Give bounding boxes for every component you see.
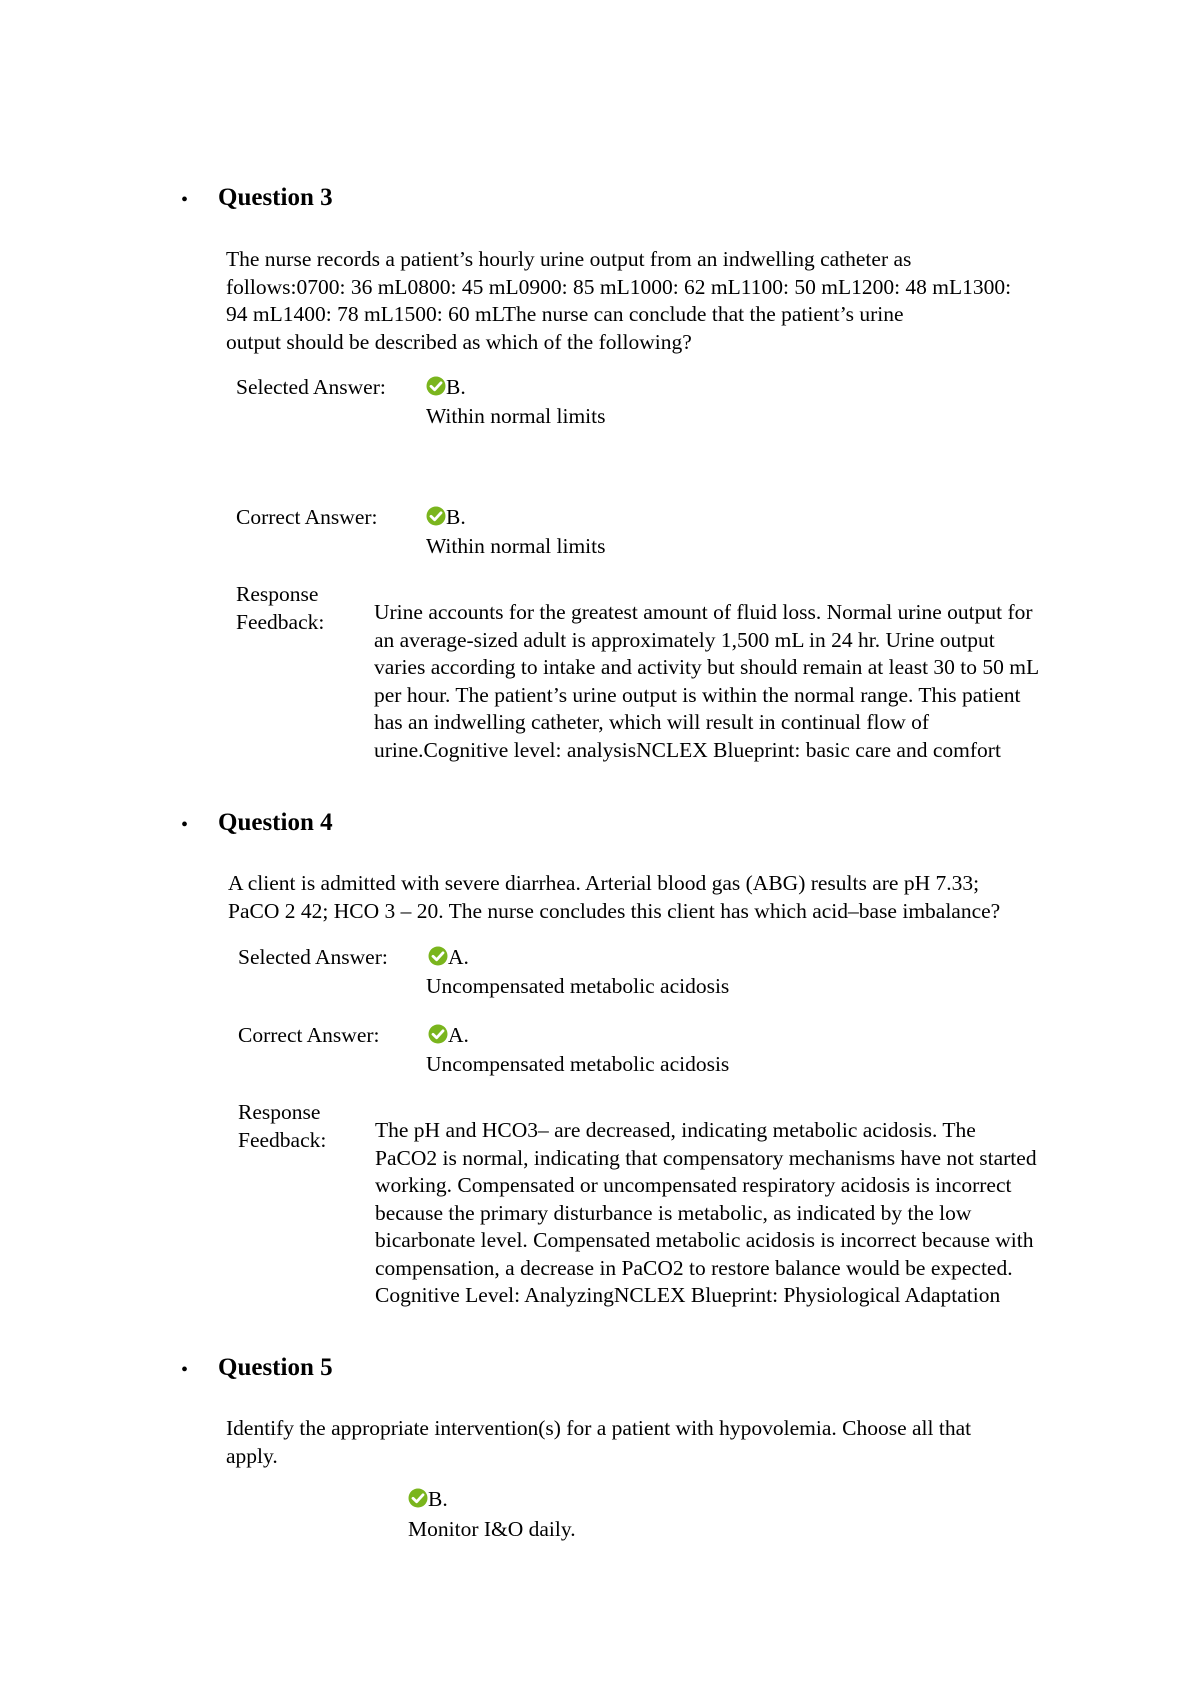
feedback-line: compensation, a decrease in PaCO2 to restore balance would be expected. bbox=[375, 1255, 1013, 1280]
correct-answer-label: Correct Answer: bbox=[238, 1023, 380, 1047]
check-circle-icon bbox=[426, 506, 446, 526]
feedback-line: Cognitive Level: AnalyzingNCLEX Blueprint: Physiological Adaptation bbox=[375, 1283, 1001, 1307]
bullet-dot: • bbox=[181, 1359, 189, 1381]
selected-answer bbox=[428, 944, 469, 972]
selected-answer-text: Within normal limits bbox=[426, 404, 606, 428]
response-feedback-text bbox=[375, 1117, 1037, 1310]
question-title: Question 3 bbox=[218, 184, 333, 211]
feedback-line: The pH and HCO3– are decreased, indicating metabolic acidosis. The bbox=[375, 1118, 976, 1142]
feedback-line: PaCO2 is normal, indicating that compensatory mechanisms have not started bbox=[375, 1145, 1037, 1170]
text-line: A client is admitted with severe diarrhea. Arterial blood gas (ABG) results are pH 7.33; bbox=[228, 871, 980, 895]
feedback-label-line: Response bbox=[238, 1100, 321, 1124]
response-feedback-text bbox=[374, 599, 1039, 764]
answer-option-text: Monitor I&O daily. bbox=[408, 1517, 576, 1541]
text-line: The nurse records a patient’s hourly urine output from an indwelling catheter as bbox=[226, 247, 912, 271]
correct-answer bbox=[428, 1022, 469, 1050]
answer-letter: B. bbox=[428, 1487, 448, 1511]
selected-answer-label: Selected Answer: bbox=[238, 945, 388, 969]
text-line: apply. bbox=[226, 1443, 278, 1468]
response-feedback-label bbox=[238, 1099, 326, 1154]
bullet-dot: • bbox=[181, 814, 189, 836]
check-circle-icon bbox=[426, 376, 446, 396]
answer-letter: B. bbox=[446, 375, 466, 399]
text-line: follows:0700: 36 mL0800: 45 mL0900: 85 mL1000: 62 mL1100: 50 mL1200: 48 mL1300: bbox=[226, 274, 1012, 299]
question-title: Question 4 bbox=[218, 809, 333, 836]
answer-option bbox=[408, 1486, 448, 1514]
correct-answer bbox=[426, 504, 466, 532]
question-text bbox=[226, 246, 1011, 356]
feedback-line: has an indwelling catheter, which will result in continual flow of bbox=[374, 710, 930, 734]
text-line: PaCO 2 42; HCO 3 – 20. The nurse concludes this client has which acid–base imbalance? bbox=[228, 898, 1001, 923]
selected-answer bbox=[426, 374, 466, 402]
correct-answer-text: Uncompensated metabolic acidosis bbox=[426, 1052, 730, 1076]
question-title: Question 5 bbox=[218, 1354, 333, 1381]
answer-letter: B. bbox=[446, 505, 466, 529]
bullet-dot: • bbox=[181, 189, 189, 211]
text-line: output should be described as which of the following? bbox=[226, 329, 692, 354]
text-line: 94 mL1400: 78 mL1500: 60 mLThe nurse can conclude that the patient’s urine bbox=[226, 302, 904, 326]
feedback-line: an average-sized adult is approximately 1,500 mL in 24 hr. Urine output bbox=[374, 627, 995, 652]
feedback-label-line: Feedback: bbox=[238, 1127, 327, 1152]
correct-answer-text: Within normal limits bbox=[426, 534, 606, 558]
feedback-line: because the primary disturbance is metabolic, as indicated by the low bbox=[375, 1200, 972, 1225]
response-feedback-label bbox=[236, 581, 324, 636]
check-circle-icon bbox=[428, 946, 448, 966]
feedback-line: Urine accounts for the greatest amount of fluid loss. Normal urine output for bbox=[374, 600, 1033, 624]
feedback-line: bicarbonate level. Compensated metabolic acidosis is incorrect because with bbox=[375, 1228, 1034, 1252]
question-text bbox=[228, 870, 1000, 925]
check-circle-icon bbox=[408, 1488, 428, 1508]
feedback-label-line: Feedback: bbox=[236, 609, 325, 634]
question-text bbox=[226, 1415, 971, 1470]
feedback-line: working. Compensated or uncompensated respiratory acidosis is incorrect bbox=[375, 1173, 1012, 1197]
feedback-line: varies according to intake and activity but should remain at least 30 to 50 mL bbox=[374, 655, 1040, 679]
text-line: Identify the appropriate intervention(s) for a patient with hypovolemia. Choose all that bbox=[226, 1416, 972, 1440]
check-circle-icon bbox=[428, 1024, 448, 1044]
correct-answer-label: Correct Answer: bbox=[236, 505, 378, 529]
answer-letter: A. bbox=[448, 945, 469, 969]
feedback-label-line: Response bbox=[236, 582, 319, 606]
feedback-line: urine.Cognitive level: analysisNCLEX Blueprint: basic care and comfort bbox=[374, 737, 1001, 762]
selected-answer-text: Uncompensated metabolic acidosis bbox=[426, 974, 730, 998]
answer-letter: A. bbox=[448, 1023, 469, 1047]
feedback-line: per hour. The patient’s urine output is within the normal range. This patient bbox=[374, 682, 1021, 707]
selected-answer-label: Selected Answer: bbox=[236, 375, 386, 399]
